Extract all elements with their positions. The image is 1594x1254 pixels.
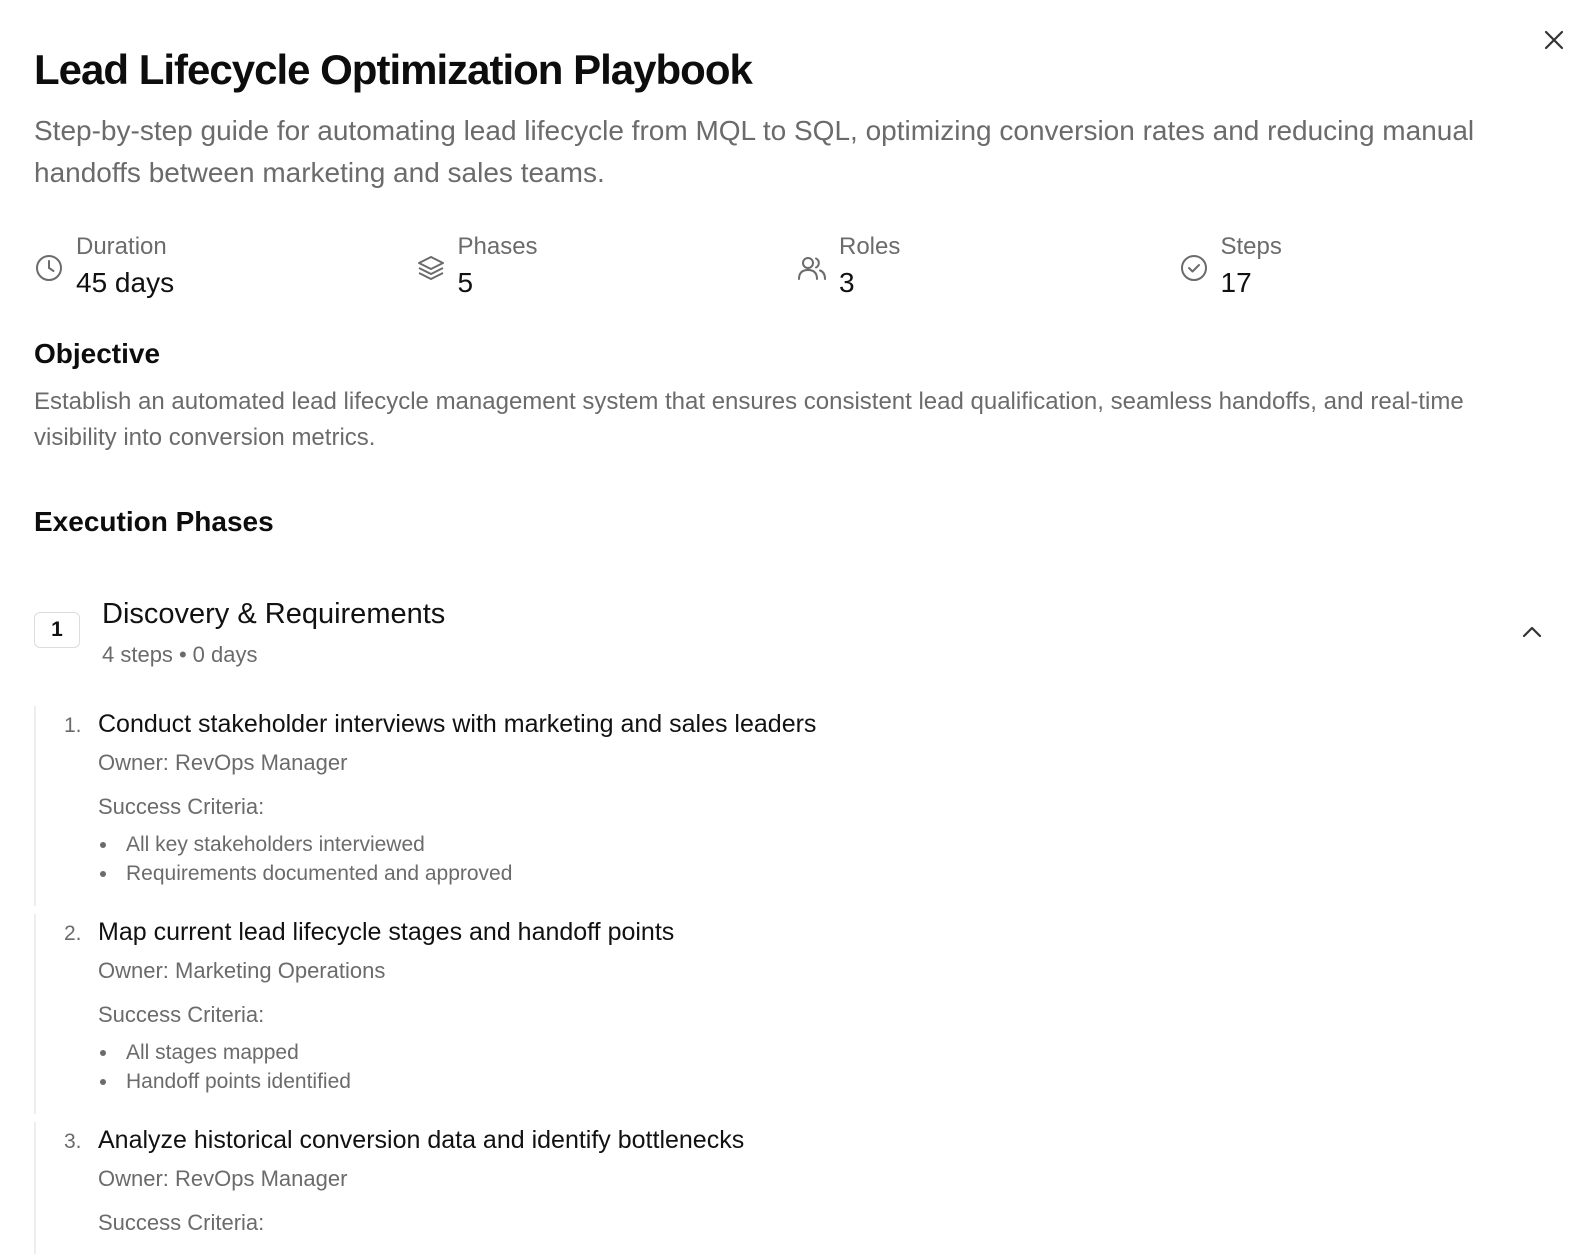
criteria-item: Handoff points identified — [126, 1067, 1560, 1096]
phase-steps-count: 4 steps — [102, 642, 173, 667]
success-criteria-label: Success Criteria: — [98, 1210, 265, 1235]
step-item — [34, 914, 1560, 1114]
stat-label: Phases — [457, 233, 538, 260]
success-criteria-label: Success Criteria: — [98, 794, 265, 819]
step-owner: Owner: RevOps Manager — [98, 750, 348, 775]
step-number: 2. — [64, 922, 82, 945]
objective-heading: Objective — [34, 338, 161, 369]
step-owner: Owner: Marketing Operations — [98, 958, 386, 983]
page-title: Lead Lifecycle Optimization Playbook — [34, 46, 752, 93]
step-title: Analyze historical conversion data and identify bottlenecks — [98, 1126, 745, 1154]
stat-label: Duration — [76, 233, 167, 260]
step-item — [34, 706, 1560, 906]
phase-title: Discovery & Requirements — [102, 598, 446, 630]
phase-1-header[interactable] — [34, 596, 1560, 676]
success-criteria-list — [98, 830, 1560, 888]
stat-label: Steps — [1220, 233, 1282, 260]
objective-text: Establish an automated lead lifecycle management system that ensures consistent lead qualification, seamless handoffs, and real-time visibility into conversion metrics. — [34, 388, 1464, 451]
success-criteria-label: Success Criteria: — [98, 1002, 265, 1027]
layers-icon — [416, 253, 446, 283]
success-criteria-list — [98, 1038, 1560, 1096]
check-circle-icon — [1179, 253, 1209, 283]
step-number: 1. — [64, 714, 82, 737]
stat-value: 17 — [1220, 267, 1252, 298]
stat-roles — [797, 228, 1179, 308]
phase-steps-list — [34, 706, 1560, 1254]
criteria-item: All stages mapped — [126, 1038, 1560, 1067]
phase-days: 0 days — [192, 642, 258, 667]
phase-number-badge: 1 — [34, 612, 80, 648]
stat-value: 3 — [839, 267, 855, 298]
stat-value: 5 — [457, 267, 474, 298]
criteria-item: Requirements documented and approved — [126, 859, 1560, 888]
step-item — [34, 1122, 1560, 1254]
criteria-item: All key stakeholders interviewed — [126, 830, 1560, 859]
execution-phases-heading: Execution Phases — [34, 506, 274, 537]
stat-duration — [34, 228, 416, 308]
users-icon — [797, 253, 827, 283]
page-subtitle: Step-by-step guide for automating lead lifecycle from MQL to SQL, optimizing conversion rates and reducing manual handoffs between marketing and sales teams. — [34, 115, 1475, 188]
step-title: Map current lead lifecycle stages and handoff points — [98, 918, 675, 946]
stat-value: 45 days — [76, 267, 175, 298]
close-icon — [1543, 29, 1565, 51]
stats-row — [34, 228, 1560, 308]
close-button[interactable] — [1540, 26, 1568, 54]
stat-phases — [416, 228, 798, 308]
chevron-up-icon[interactable] — [1518, 618, 1546, 646]
step-number: 3. — [64, 1130, 82, 1153]
stat-steps — [1179, 228, 1561, 308]
stat-label: Roles — [839, 233, 901, 260]
step-owner: Owner: RevOps Manager — [98, 1166, 348, 1191]
step-title: Conduct stakeholder interviews with marketing and sales leaders — [98, 710, 817, 738]
clock-icon — [34, 253, 64, 283]
meta-separator: • — [178, 642, 187, 667]
phase-meta — [102, 642, 445, 668]
